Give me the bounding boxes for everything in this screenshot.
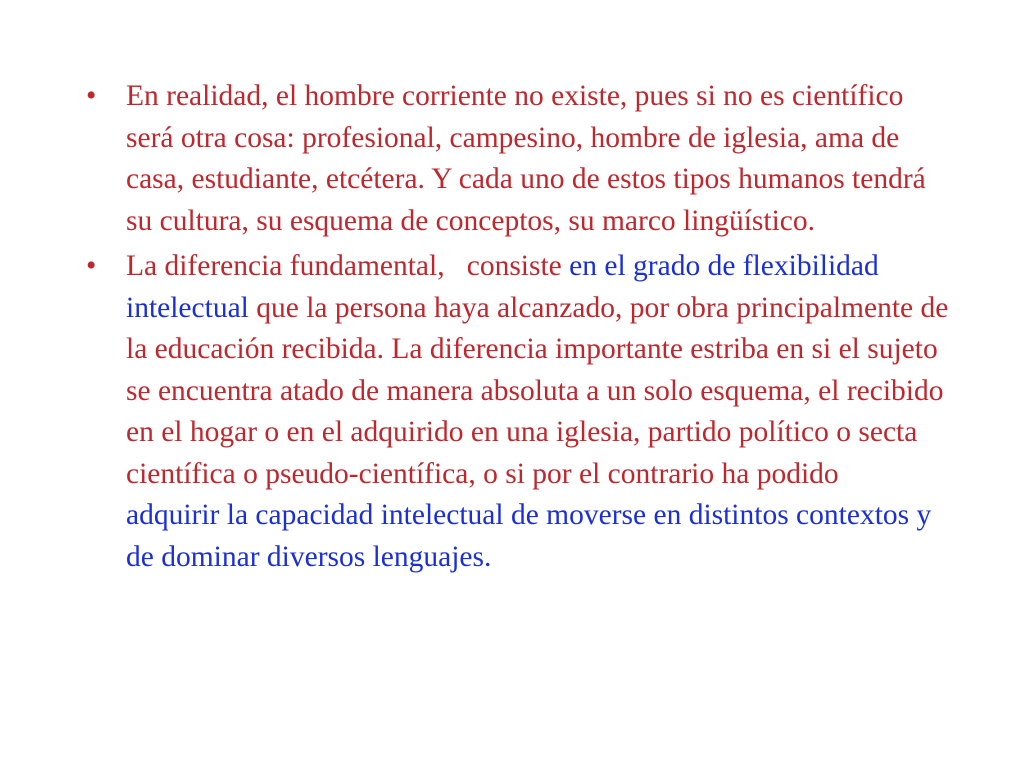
bullet-2-text-part-1: La diferencia fundamental, consiste	[126, 250, 570, 282]
bullet-item-1	[84, 76, 954, 242]
bullet-1-text: En realidad, el hombre corriente no existe, pues si no es científico será otra cosa: profesional, campesino, hombre de iglesia, ama de casa, estudiante, etcétera. Y cada uno de estos tipos humanos tendrá su cultura, su esquema de conceptos, su marco lingüístico.	[126, 80, 926, 237]
bullet-marker: •	[86, 250, 97, 282]
bullet-marker: •	[86, 80, 97, 112]
bullet-2-highlight-flexibilidad: en el grado de flexibilidad intelectual	[126, 250, 879, 324]
bullet-2-highlight-capacidad: adquirir la capacidad intelectual de moverse en distintos contextos y de dominar diversos lenguajes.	[126, 499, 932, 573]
bullet-item-2	[84, 246, 954, 578]
bullet-list	[84, 76, 954, 582]
bullet-2-text-part-2: que la persona haya alcanzado, por obra principalmente de la educación recibida. La diferencia importante estriba en si el sujeto se encuentra atado de manera absoluta a un solo esquema, el recibido en el hogar o en el adquirido en una iglesia, partido político o secta científica o pseudo-científica, o si por el contrario ha podido	[126, 291, 956, 490]
